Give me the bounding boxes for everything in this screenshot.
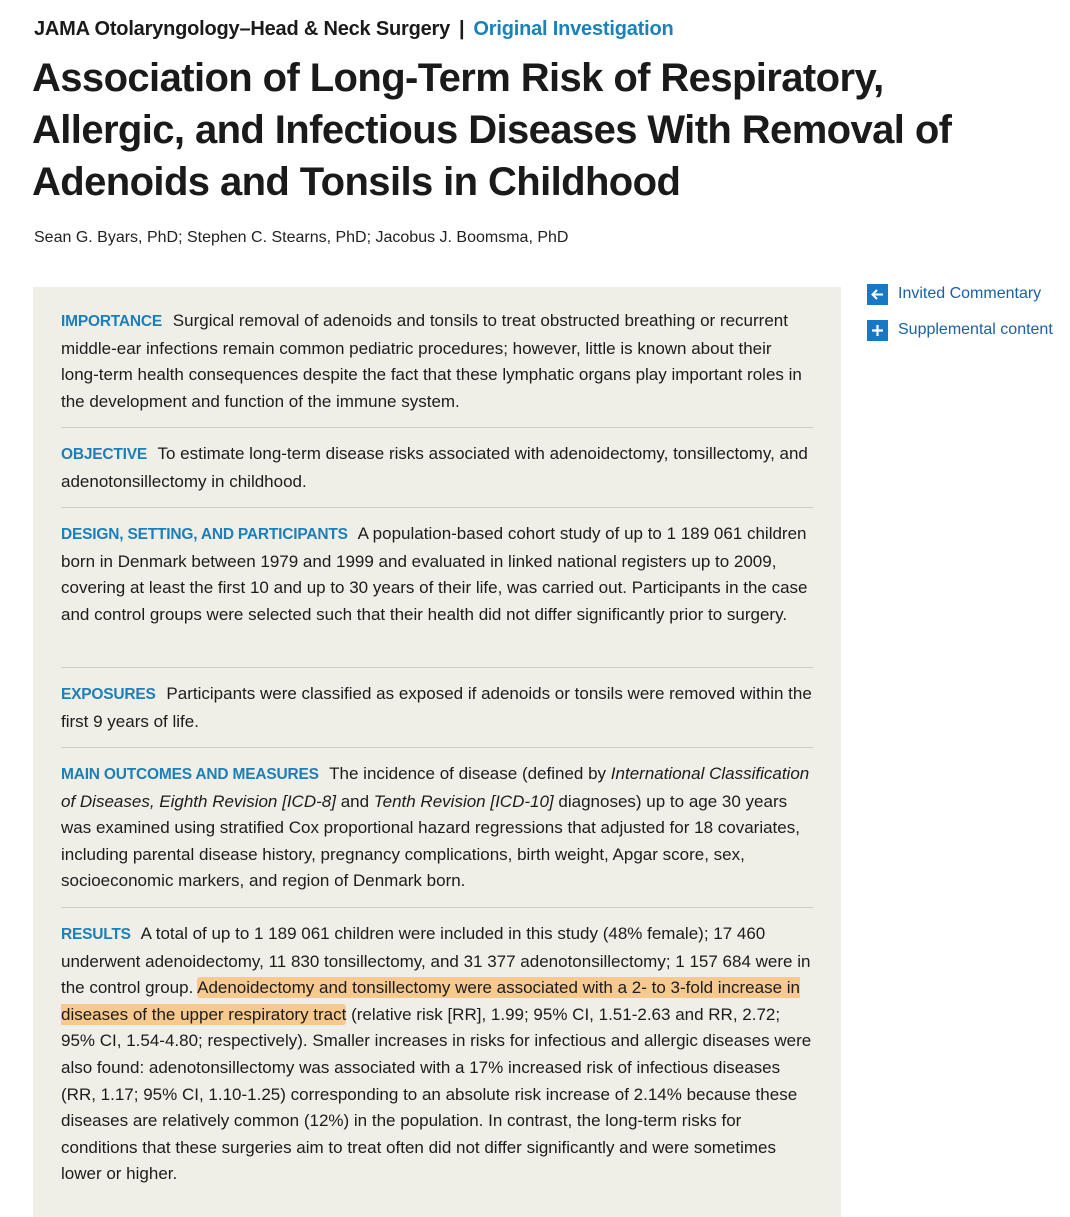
supplemental-content-label: Supplemental content [898,321,1053,338]
section-divider [61,427,813,428]
article-title: Association of Long-Term Risk of Respiratory, Allergic, and Infectious Diseases With Removal of Adenoids and Tonsils in Childhood [32,56,952,204]
plus-icon [867,320,888,341]
invited-commentary-link[interactable] [867,282,1053,306]
importance-heading: IMPORTANCE [61,313,163,330]
importance-text: Surgical removal of adenoids and tonsils to treat obstructed breathing or recurrent middle-ear infections remain common pediatric procedures; however, little is known about their long-term health consequences despite the fact that these lymphatic organs play important roles in the development and function of the immune system. [61,311,802,411]
design-heading: DESIGN, SETTING, AND PARTICIPANTS [61,526,348,543]
abstract-box [33,287,841,1217]
article-authors: Sean G. Byars, PhD; Stephen C. Stearns, PhD; Jacobus J. Boomsma, PhD [34,229,569,246]
abstract-design [61,521,813,628]
outcomes-heading: MAIN OUTCOMES AND MEASURES [61,766,319,783]
journal-name: JAMA Otolaryngology–Head & Neck Surgery [34,18,451,40]
abstract-exposures [61,681,813,735]
abstract-importance [61,308,813,415]
outcomes-text-c: diagnoses) up to age 30 years was examined using stratified Cox proportional hazard regressions that adjusted for 18 covariates, including parental disease history, pregnancy complications, birth weight, Apgar score, sex, socioeconomic markers, and region of Denmark born. [61,791,800,891]
results-text-after: (relative risk [RR], 1.99; 95% CI, 1.51-2.63 and RR, 2.72; 95% CI, 1.54-4.80; respectively). Smaller increases in risks for infectious and allergic diseases were also found: adenotonsillectomy was associated with a 17% increased risk of infectious diseases (RR, 1.17; 95% CI, 1.10-1.25) corresponding to an absolute risk increase of 2.14% because these diseases are relatively common (12%) in the population. In contrast, the long-term risks for conditions that these surgeries aim to treat often did not differ significantly and were sometimes lower or higher. [61,1004,812,1184]
objective-text: To estimate long-term disease risks associated with adenoidectomy, tonsillectomy, and adenotonsillectomy in childhood. [61,444,808,491]
outcomes-text-b: and [340,791,370,811]
outcomes-icd10: Tenth Revision [ICD-10] [373,791,554,811]
section-divider [61,907,813,908]
abstract-objective [61,441,813,495]
results-text-before: A total of up to 1 189 061 children were included in this study (48% female); 17 460 underwent adenoidectomy, 11 830 tonsillectomy, and 31 377 adenotonsillectomy; 1 157 684 were in the control group. [61,924,811,998]
results-highlight: Adenoidectomy and tonsillectomy were associated with a 2- to 3-fold increase in diseases of the upper respiratory tract [61,978,800,1024]
header-separator: | [459,18,465,40]
objective-heading: OBJECTIVE [61,446,148,463]
supplemental-content-link[interactable] [867,318,1053,342]
exposures-heading: EXPOSURES [61,686,156,703]
section-divider [61,667,813,668]
invited-commentary-label: Invited Commentary [898,285,1042,302]
section-divider [61,747,813,748]
journal-header [34,18,674,41]
article-section-link[interactable]: Original Investigation [473,18,674,40]
abstract-outcomes [61,761,813,895]
sidebar-links [867,282,1053,354]
section-divider [61,507,813,508]
outcomes-icd8: International Classification of Diseases, Eighth Revision [ICD-8] [61,764,810,811]
results-heading: RESULTS [61,926,131,943]
exposures-text: Participants were classified as exposed if adenoids or tonsils were removed within the first 9 years of life. [61,684,812,731]
abstract-results [61,921,813,1188]
arrow-left-icon [867,284,888,305]
design-text: A population-based cohort study of up to 1 189 061 children born in Denmark between 1979 and 1999 and evaluated in linked national registers up to 2009, covering at least the first 10 and up to 30 years of their life, was carried out. Participants in the case and control groups were selected such that their health did not differ significantly prior to surgery. [61,524,808,624]
outcomes-text-a: The incidence of disease (defined by [329,764,607,783]
